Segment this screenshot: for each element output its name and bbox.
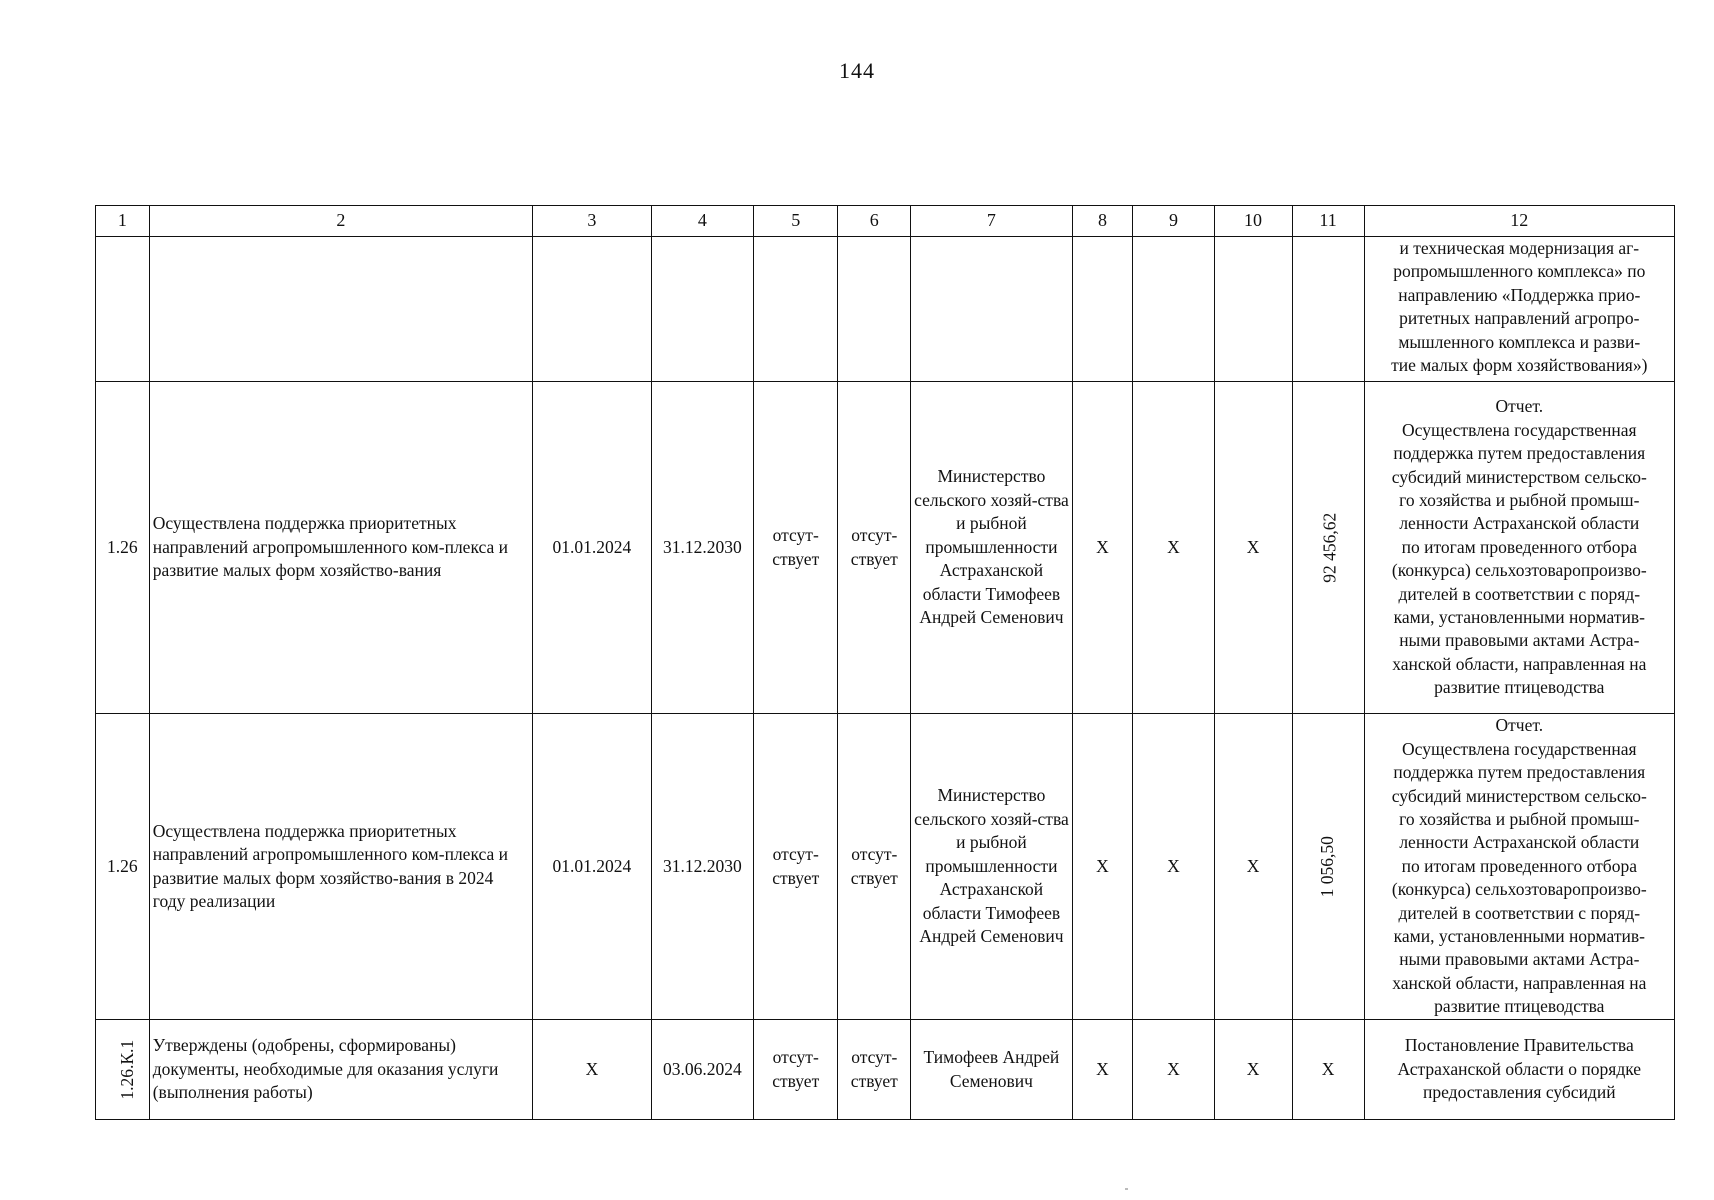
cell-start-date: X: [533, 1020, 652, 1120]
result-line: тие малых форм хозяйствования»): [1391, 355, 1648, 376]
cell-col6: отсут-ствует: [838, 382, 911, 714]
cell-responsible: [911, 237, 1072, 382]
result-line: ханской области, направленная на: [1392, 972, 1647, 993]
cell-amount: [1292, 382, 1364, 714]
report-table: [95, 205, 1675, 1120]
result-line: ными правовыми актами Астра-: [1399, 949, 1640, 970]
result-line: развитие птицеводства: [1434, 677, 1605, 698]
cell-col10: X: [1214, 382, 1292, 714]
result-line: развитие птицеводства: [1434, 996, 1605, 1017]
cell-col10: X: [1214, 1020, 1292, 1120]
cell-number: [96, 237, 150, 382]
cell-result: [1364, 714, 1674, 1020]
cell-description: Осуществлена поддержка приоритетных направлений агропромышленного ком-плекса и развитие малых форм хозяйство-вания: [149, 382, 532, 714]
cell-col9: X: [1133, 382, 1214, 714]
header-cell: 2: [149, 206, 532, 237]
cell-number: 1.26: [96, 382, 150, 714]
cell-end-date: 31.12.2030: [651, 714, 753, 1020]
result-line: Постановление Правительства: [1404, 1035, 1634, 1056]
table-row: [96, 714, 1675, 1020]
result-line: Отчет.: [1495, 396, 1544, 417]
result-line: ропромышленного комплекса» по: [1393, 261, 1646, 282]
cell-col6: отсут-ствует: [838, 714, 911, 1020]
cell-col8: [1072, 237, 1133, 382]
cell-col5: отсут-ствует: [754, 382, 838, 714]
result-line: ными правовыми актами Астра-: [1399, 630, 1640, 651]
result-line: поддержка путем предоставления: [1393, 762, 1646, 783]
cell-start-date: [533, 237, 652, 382]
cell-amount: X: [1292, 1020, 1364, 1120]
result-line: мышленного комплекса и разви-: [1398, 331, 1641, 352]
header-cell: 3: [533, 206, 652, 237]
amount-text: 1 056,50: [1317, 835, 1338, 898]
cell-start-date: 01.01.2024: [533, 382, 652, 714]
scan-speck: [1125, 1188, 1128, 1190]
result-line: дителей в соответствии с поряд-: [1398, 902, 1641, 923]
page-number: 144: [839, 58, 875, 83]
header-row: [96, 206, 1675, 237]
header-cell: 1: [96, 206, 150, 237]
cell-start-date: 01.01.2024: [533, 714, 652, 1020]
result-line: Осуществлена государственная: [1402, 738, 1637, 759]
table-row: [96, 237, 1675, 382]
cell-responsible: Тимофеев Андрей Семенович: [911, 1020, 1072, 1120]
result-line: го хозяйства и рыбной промыш-: [1399, 808, 1640, 829]
cell-col8: X: [1072, 1020, 1133, 1120]
cell-col10: X: [1214, 714, 1292, 1020]
result-line: ленности Астраханской области: [1399, 513, 1640, 534]
cell-amount: [1292, 714, 1364, 1020]
number-text: 1.26.К.1: [117, 1039, 138, 1100]
cell-col6: [838, 237, 911, 382]
cell-number: [96, 1020, 150, 1120]
result-line: поддержка путем предоставления: [1393, 443, 1646, 464]
cell-end-date: 31.12.2030: [651, 382, 753, 714]
cell-result: [1364, 1020, 1674, 1120]
result-line: ками, установленными норматив-: [1393, 926, 1645, 947]
header-cell: 12: [1364, 206, 1674, 237]
header-cell: 4: [651, 206, 753, 237]
result-line: (конкурса) сельхозтоваропроизво-: [1391, 560, 1647, 581]
result-line: дителей в соответствии с поряд-: [1398, 583, 1641, 604]
cell-responsible: Министерство сельского хозяй-ства и рыбной промышленности Астраханской области Тимофеев Андрей Семенович: [911, 714, 1072, 1020]
result-line: ритетных направлений агропро-: [1399, 308, 1640, 329]
result-line: (конкурса) сельхозтоваропроизво-: [1391, 879, 1647, 900]
cell-col8: X: [1072, 382, 1133, 714]
amount-text: 92 456,62: [1318, 512, 1339, 583]
cell-col6: отсут-ствует: [838, 1020, 911, 1120]
result-line: ками, установленными норматив-: [1393, 607, 1645, 628]
result-line: субсидий министерством сельско-: [1391, 466, 1647, 487]
cell-end-date: 03.06.2024: [651, 1020, 753, 1120]
header-cell: 10: [1214, 206, 1292, 237]
cell-col5: отсут-ствует: [754, 1020, 838, 1120]
result-line: предоставления субсидий: [1423, 1082, 1616, 1103]
cell-number: 1.26: [96, 714, 150, 1020]
result-line: ленности Астраханской области: [1399, 832, 1640, 853]
header-cell: 6: [838, 206, 911, 237]
result-line: ханской области, направленная на: [1392, 653, 1647, 674]
cell-col5: отсут-ствует: [754, 714, 838, 1020]
result-line: Осуществлена государственная: [1402, 419, 1637, 440]
cell-end-date: [651, 237, 753, 382]
result-line: Отчет.: [1495, 715, 1544, 736]
result-line: Астраханской области о порядке: [1397, 1058, 1642, 1079]
table-row: [96, 382, 1675, 714]
cell-result: [1364, 382, 1674, 714]
header-cell: 5: [754, 206, 838, 237]
result-line: по итогам проведенного отбора: [1401, 536, 1637, 557]
cell-col5: [754, 237, 838, 382]
header-cell: 11: [1292, 206, 1364, 237]
cell-col10: [1214, 237, 1292, 382]
table-row: [96, 1020, 1675, 1120]
cell-description: Осуществлена поддержка приоритетных направлений агропромышленного ком-плекса и развитие малых форм хозяйство-вания в 2024 году реализации: [149, 714, 532, 1020]
header-cell: 7: [911, 206, 1072, 237]
cell-responsible: Министерство сельского хозяй-ства и рыбной промышленности Астраханской области Тимофеев Андрей Семенович: [911, 382, 1072, 714]
result-line: направлению «Поддержка прио-: [1398, 284, 1641, 305]
header-cell: 8: [1072, 206, 1133, 237]
cell-description: [149, 237, 532, 382]
cell-col9: X: [1133, 1020, 1214, 1120]
cell-col9: X: [1133, 714, 1214, 1020]
header-cell: 9: [1133, 206, 1214, 237]
cell-result: [1364, 237, 1674, 382]
result-line: субсидий министерством сельско-: [1391, 785, 1647, 806]
result-line: и техническая модернизация аг-: [1399, 238, 1640, 258]
cell-col9: [1133, 237, 1214, 382]
cell-amount: [1292, 237, 1364, 382]
cell-description: Утверждены (одобрены, сформированы) документы, необходимые для оказания услуги (выполнения работы): [149, 1020, 532, 1120]
result-line: по итогам проведенного отбора: [1401, 855, 1637, 876]
result-line: го хозяйства и рыбной промыш-: [1399, 489, 1640, 510]
cell-col8: X: [1072, 714, 1133, 1020]
